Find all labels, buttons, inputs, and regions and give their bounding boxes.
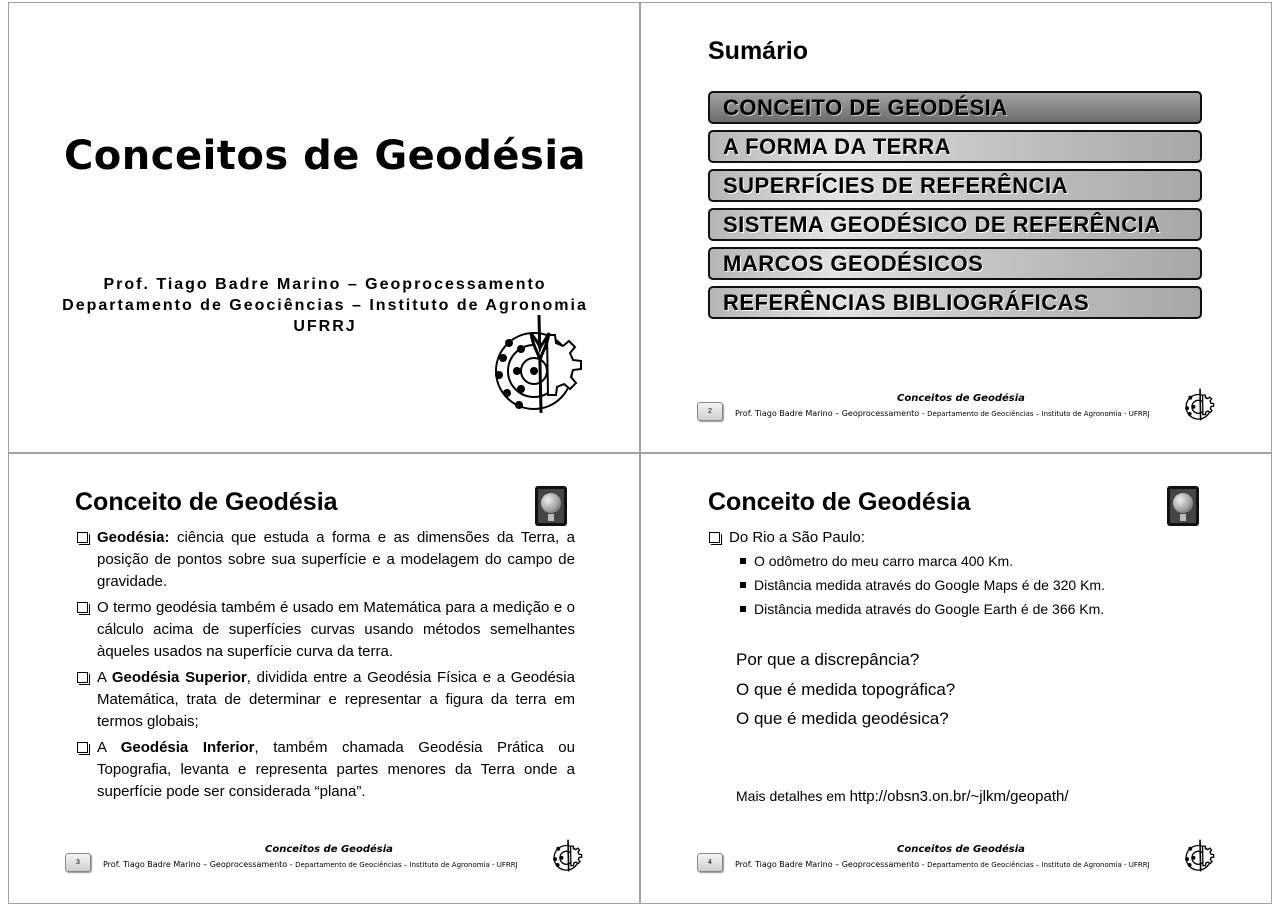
footer-author-text: Prof. Tiago Badre Marino – Geoprocessamento - [735,409,925,418]
slide-summary [640,2,1272,453]
term-geodesia-inferior: Geodésia Inferior [120,739,255,756]
footer-author [735,409,1150,418]
summary-item-sistema[interactable]: SISTEMA GEODÉSICO DE REFERÊNCIA [708,208,1202,241]
footer-title: Conceitos de Geodésia [265,844,393,855]
paragraph-text: , dividida entre a Geodésia Física e a Geodésia Matemática, trata de determinar e representar a figura da terra em termos globais; [97,669,575,730]
author-line-1: Prof. Tiago Badre Marino – Geoprocessamento [103,276,547,293]
term-geodesia-superior: Geodésia Superior [111,669,247,686]
paragraph-geodesia [77,527,575,593]
footer-author [103,860,518,869]
summary-item-forma-terra[interactable]: A FORMA DA TERRA [708,130,1202,163]
summary-item-conceito[interactable]: CONCEITO DE GEODÉSIA [708,91,1202,124]
slide-title [8,2,640,453]
presentation-title: Conceitos de Geodésia [63,133,587,179]
footer-author [735,860,1150,869]
more-details-link[interactable]: http://obsn3.on.br/~jlkm/geopath/ [849,788,1069,805]
more-details [736,788,1069,805]
summary-item-marcos[interactable]: MARCOS GEODÉSICOS [708,247,1202,280]
footer-dept-text: Departamento de Geociências – Instituto de Agronomia - UFRRJ [927,861,1150,869]
definition-text: ciência que estuda a forma e as dimensões da Terra, a posição de pontos sobre sua superfície e a modelagem do campo de gravidade. [97,529,575,590]
question-1: Por que a discrepância? [736,650,920,669]
bullet-google-maps: Distância medida através do Google Maps é de 320 Km. [709,573,1229,597]
paragraph-prefix: A [97,739,121,756]
summary-item-superficies[interactable]: SUPERFÍCIES DE REFERÊNCIA [708,169,1202,202]
summary-item-referencias[interactable]: REFERÊNCIAS BIBLIOGRÁFICAS [708,286,1202,319]
globe-icon [535,486,567,526]
institute-logo-icon [1183,388,1217,422]
slide-heading: Conceito de Geodésia [75,488,338,516]
checkbox-bullet-icon [77,532,88,543]
paragraph-geodesia-inferior [77,737,575,803]
more-details-label: Mais detalhes em [736,788,850,804]
page-number: 4 [697,853,723,872]
paragraph-matematica [77,597,575,663]
globe-icon [1167,486,1199,526]
checkbox-bullet-icon [77,742,88,753]
intro-paragraph [709,527,1229,549]
footer-dept-text: Departamento de Geociências – Instituto de Agronomia - UFRRJ [927,410,1150,418]
checkbox-bullet-icon [77,672,88,683]
paragraph-text: , também chamada Geodésia Prática ou Topografia, levanta e representa partes menores da Terra onde a superfície pode ser considerada “plana”. [97,739,575,800]
author-line-2: Departamento de Geociências – Instituto de Agronomia [62,297,588,314]
footer-author-text: Prof. Tiago Badre Marino – Geoprocessamento - [735,860,925,869]
page-number: 3 [65,853,91,872]
paragraph-text: O termo geodésia também é usado em Matemática para a medição e o cálculo acima de superfícies curvas usando métodos semelhantes àqueles usados na superfície curva da terra. [97,599,575,660]
paragraph-geodesia-superior [77,667,575,733]
checkbox-bullet-icon [709,532,720,543]
slide-body [709,527,1229,621]
institute-logo-icon [551,839,585,873]
slide-concept-example [640,453,1272,904]
term-geodesia: Geodésia: [97,529,170,546]
institute-logo-icon [1183,839,1217,873]
bullet-odometer: O odômetro do meu carro marca 400 Km. [709,549,1229,573]
author-line-3: UFRRJ [293,318,357,335]
institute-logo-icon [489,313,589,418]
footer-title: Conceitos de Geodésia [897,393,1025,404]
footer-dept-text: Departamento de Geociências – Instituto de Agronomia - UFRRJ [295,861,518,869]
slide-heading: Conceito de Geodésia [708,488,971,516]
bullet-google-earth: Distância medida através do Google Earth é de 366 Km. [709,597,1229,621]
footer-author-text: Prof. Tiago Badre Marino – Geoprocessamento - [103,860,293,869]
intro-text: Do Rio a São Paulo: [729,529,865,546]
checkbox-bullet-icon [77,602,88,613]
page-number: 2 [697,402,723,421]
paragraph-prefix: A [97,669,112,686]
footer-title: Conceitos de Geodésia [897,844,1025,855]
slide-concept-definition [8,453,640,904]
slide-body [77,527,575,807]
question-3: O que é medida geodésica? [736,709,949,728]
question-2: O que é medida topográfica? [736,680,956,699]
summary-title: Sumário [708,37,809,65]
